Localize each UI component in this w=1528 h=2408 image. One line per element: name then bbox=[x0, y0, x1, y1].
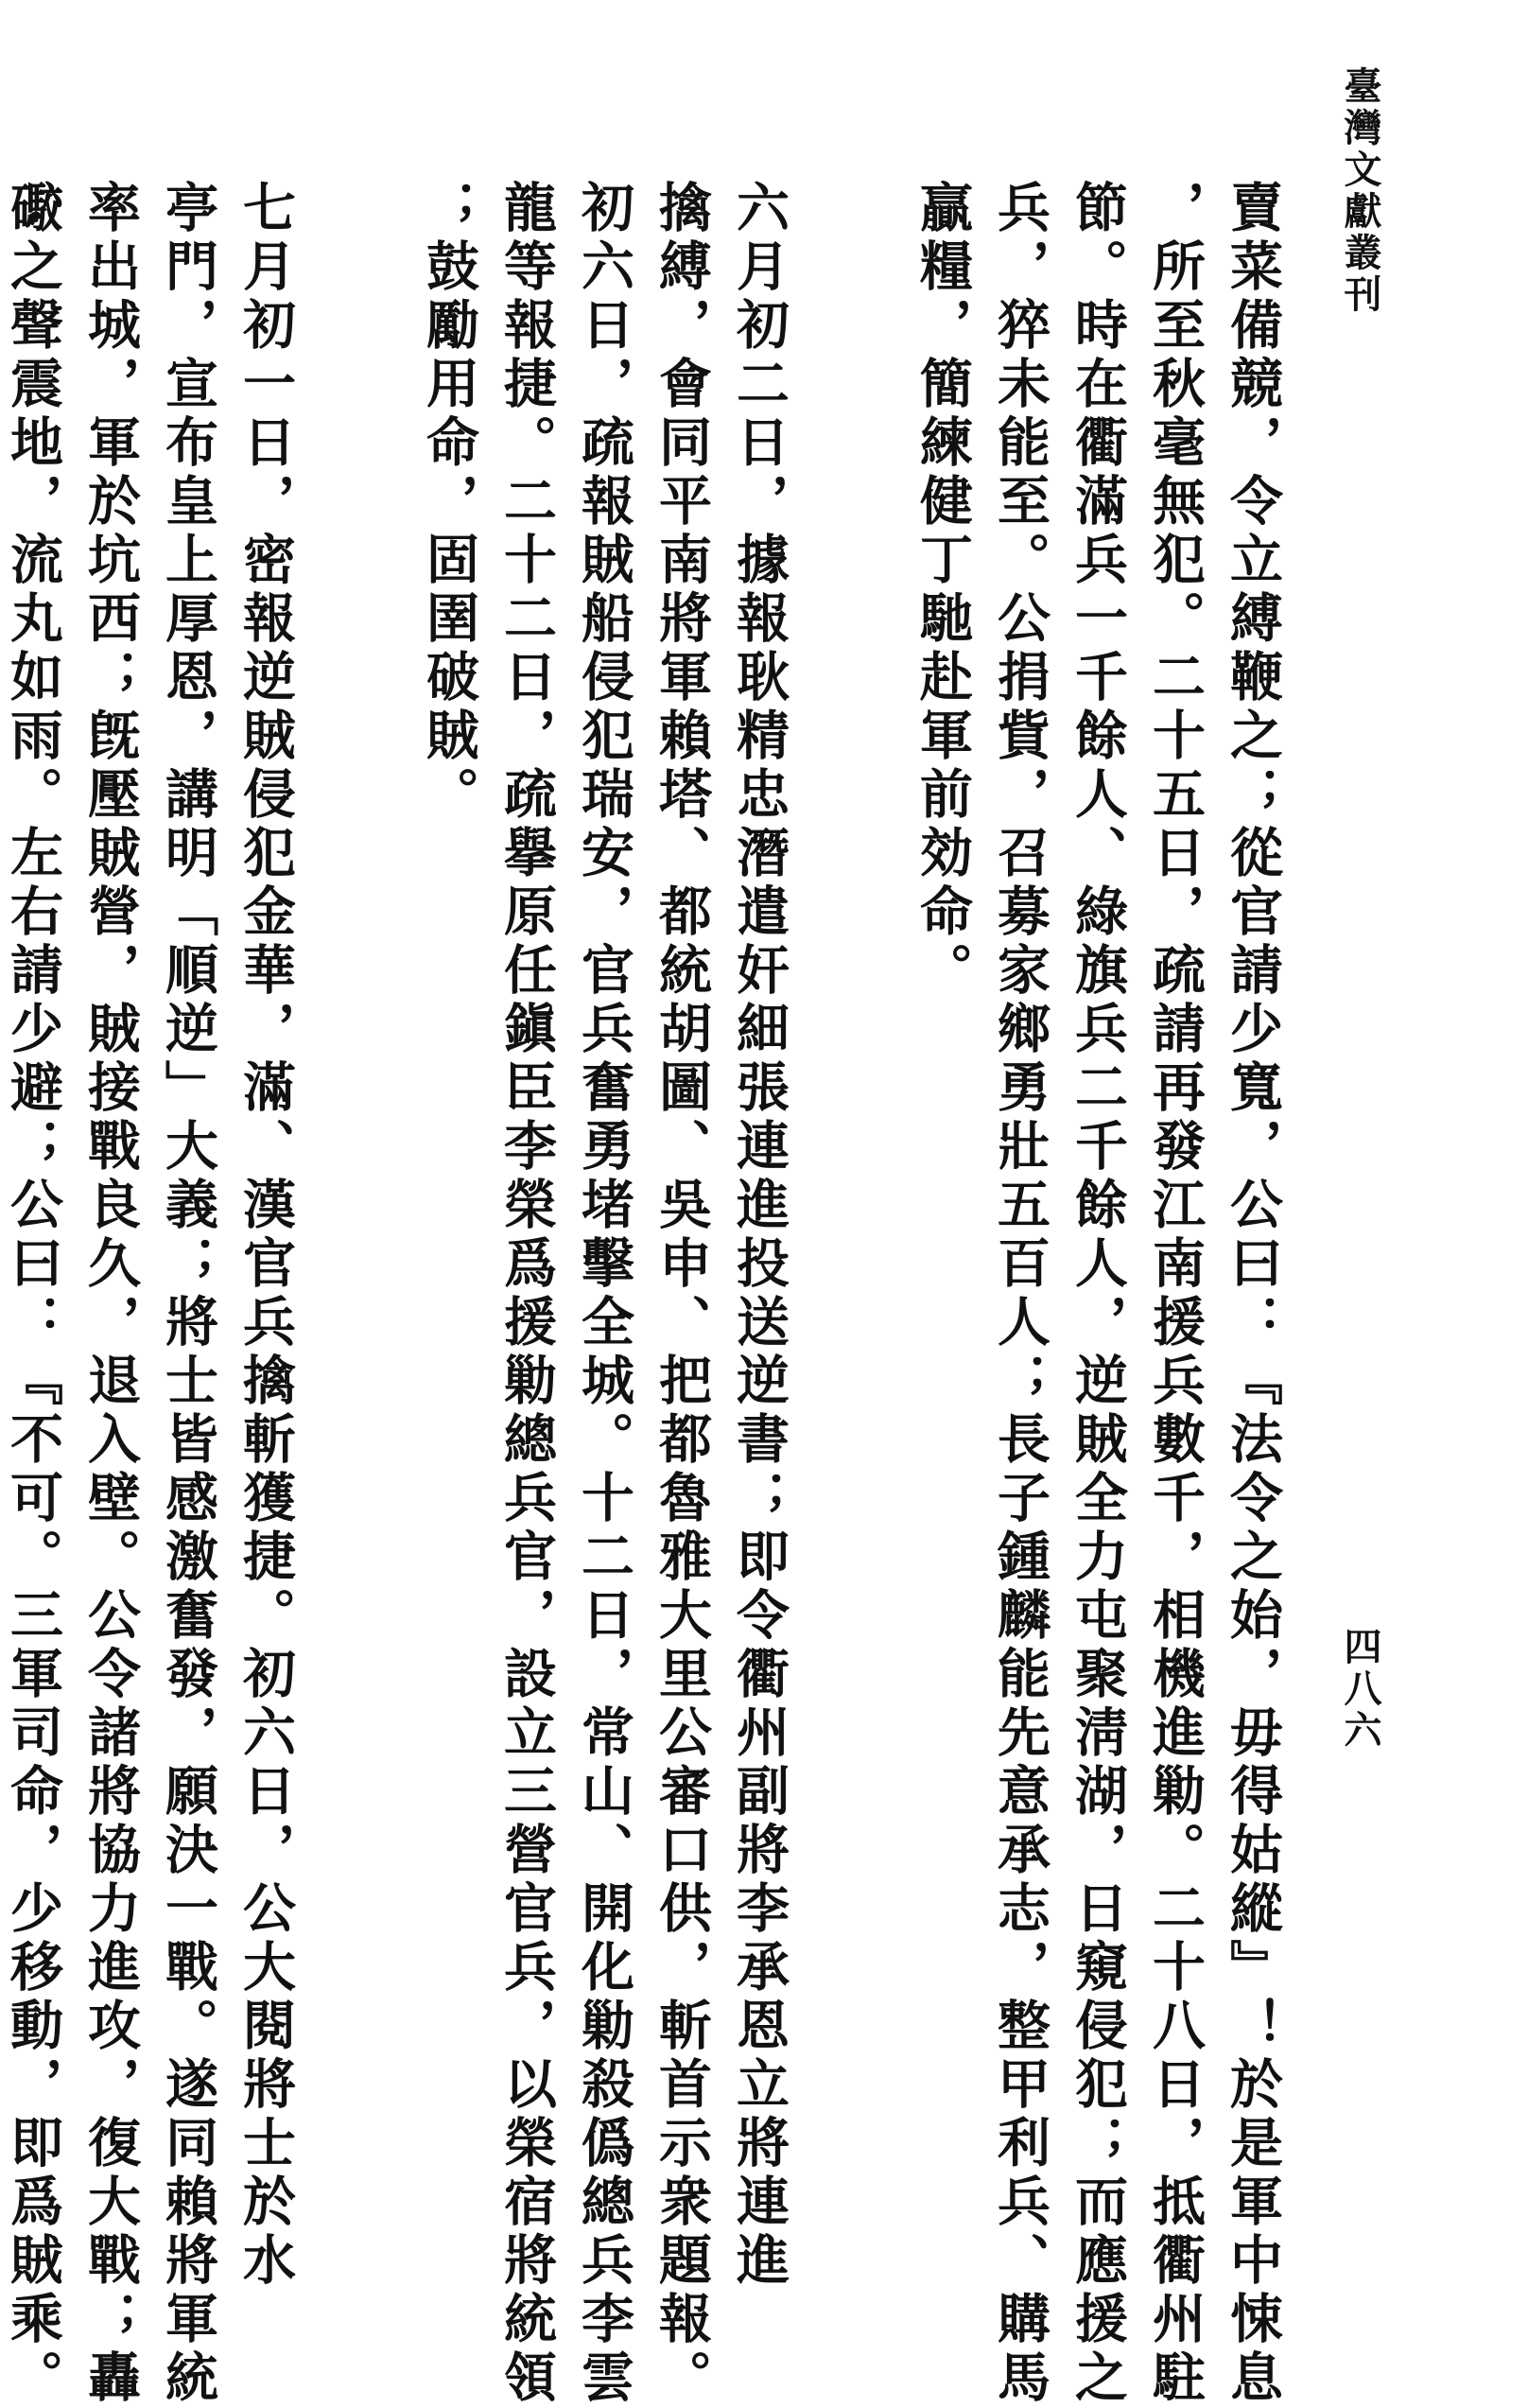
text-line: 龍等報捷。二十二日，疏擧原任鎭臣李榮爲援勦總兵官，設立三營官兵，以榮宿將統領 bbox=[495, 180, 558, 2408]
text-line: 礮之聲震地，流丸如雨。左右請少避；公曰：『不可。三軍司命，少移動，即爲賊乘。 bbox=[2, 180, 64, 2408]
text-line: 六月初二日，據報耿精忠潛遣奸細張連進投送逆書；即令衢州副將李承恩立將連進 bbox=[728, 180, 790, 2291]
text-line: 亭門，宣布皇上厚恩，講明「順逆」大義；將士皆感激奮發，願決一戰。遂同賴將軍統 bbox=[157, 180, 219, 2408]
body-text bbox=[2, 180, 1292, 2408]
page-number: 四八六 bbox=[1338, 1627, 1382, 1752]
text-line: 七月初一日，密報逆賊侵犯金華，滿、漢官兵擒斬獲捷。初六日，公大閱將士於水 bbox=[234, 180, 297, 2291]
text-line: 贏糧，簡練健丁馳赴軍前効命。 bbox=[912, 180, 974, 1001]
text-line: 賣菜備競，令立縛鞭之；從官請少寬，公曰：『法令之始，毋得姑縱』！於是軍中悚息 bbox=[1222, 180, 1284, 2408]
text-line: 兵，猝未能至。公捐貲，召募家鄉勇壯五百人；長子鍾麟能先意承志，整甲利兵、購馬 bbox=[989, 180, 1051, 2408]
running-title: 臺灣文獻叢刊 bbox=[1338, 66, 1382, 316]
text-line: 初六日，疏報賊船侵犯瑞安，官兵奮勇堵擊全城。十二日，常山、開化勦殺僞總兵李雲 bbox=[573, 180, 635, 2408]
text-line: ，所至秋毫無犯。二十五日，疏請再發江南援兵數千，相機進勦。二十八日，抵衢州駐 bbox=[1144, 180, 1207, 2408]
text-line: ；鼓勵用命，固圉破賊。 bbox=[418, 180, 480, 825]
text-line: 節。時在衢滿兵一千餘人、綠旗兵二千餘人，逆賊全力屯聚淸湖，日窺侵犯；而應援之 bbox=[1067, 180, 1129, 2408]
text-line: 率出城，軍於坑西；旣壓賊營，賊接戰良久，退入壁。公令諸將協力進攻，復大戰；轟 bbox=[79, 180, 142, 2408]
text-line: 擒縛，會同平南將軍賴塔、都統胡圖、吳申、把都魯雅大里公審口供，斬首示衆題報。 bbox=[651, 180, 713, 2408]
